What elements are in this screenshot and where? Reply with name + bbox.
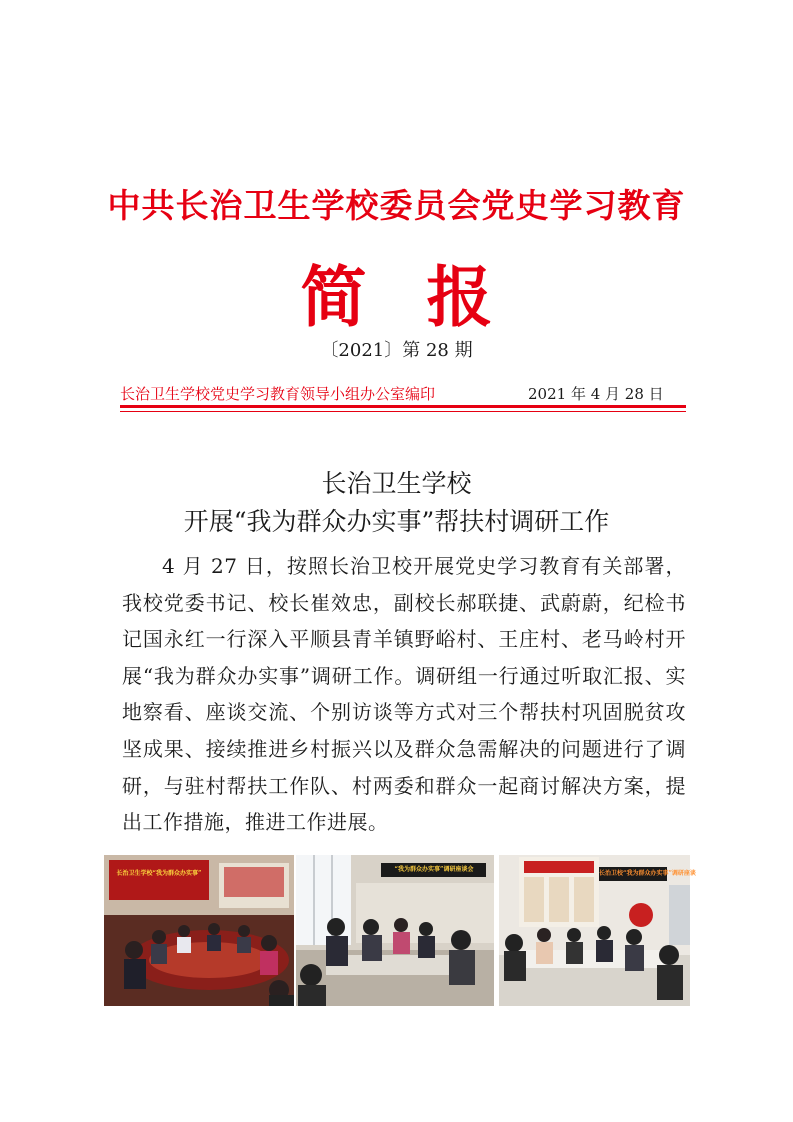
meeting-photo-3 bbox=[499, 855, 696, 1006]
article-paragraph: 4 月 27 日，按照长治卫校开展党史学习教育有关部署，我校党委书记、校长崔效忠，副校长郝联捷、武蔚蔚，纪检书记国永红一行深入平顺县青羊镇野峪村、王庄村、老马岭村开展“我为群众办实事”调研工作。调研组一行通过听取汇报、实地察看、座谈交流、个别访谈等方式对三个帮扶村巩固脱贫攻坚成果、接续推进乡村振兴以及群众急需解决的问题进行了调研，与驻村帮扶工作队、村两委和群众一起商讨解决方案，提出工作措施，推进工作进展。 bbox=[122, 554, 686, 835]
brief-title: 简报 bbox=[300, 258, 553, 336]
meeting-photo-2-image bbox=[296, 855, 494, 1006]
header-rule-thick bbox=[120, 405, 686, 408]
article-title-line1: 长治卫生学校 bbox=[321, 469, 472, 498]
meeting-photo-2 bbox=[296, 855, 494, 1006]
header-rule-thin bbox=[120, 411, 686, 412]
meeting-photo-3-banner: 长治卫校“我为群众办实事”调研座谈 bbox=[599, 870, 696, 877]
org-title: 中共长治卫生学校委员会党史学习教育 bbox=[107, 186, 686, 225]
issue-date: 2021 年 4 月 28 日 bbox=[528, 385, 664, 403]
meeting-photo-2-banner: “我为群众办实事”调研座谈会 bbox=[394, 866, 474, 873]
meeting-photo-1 bbox=[104, 855, 294, 1006]
issue-number: 〔2021〕第 28 期 bbox=[320, 340, 473, 361]
article-title-line2: 开展“我为群众办实事”帮扶村调研工作 bbox=[183, 507, 610, 536]
meeting-photo-1-banner: 长治卫生学校“我为群众办实事” bbox=[116, 870, 202, 877]
compiler-line: 长治卫生学校党史学习教育领导小组办公室编印 bbox=[120, 385, 436, 403]
